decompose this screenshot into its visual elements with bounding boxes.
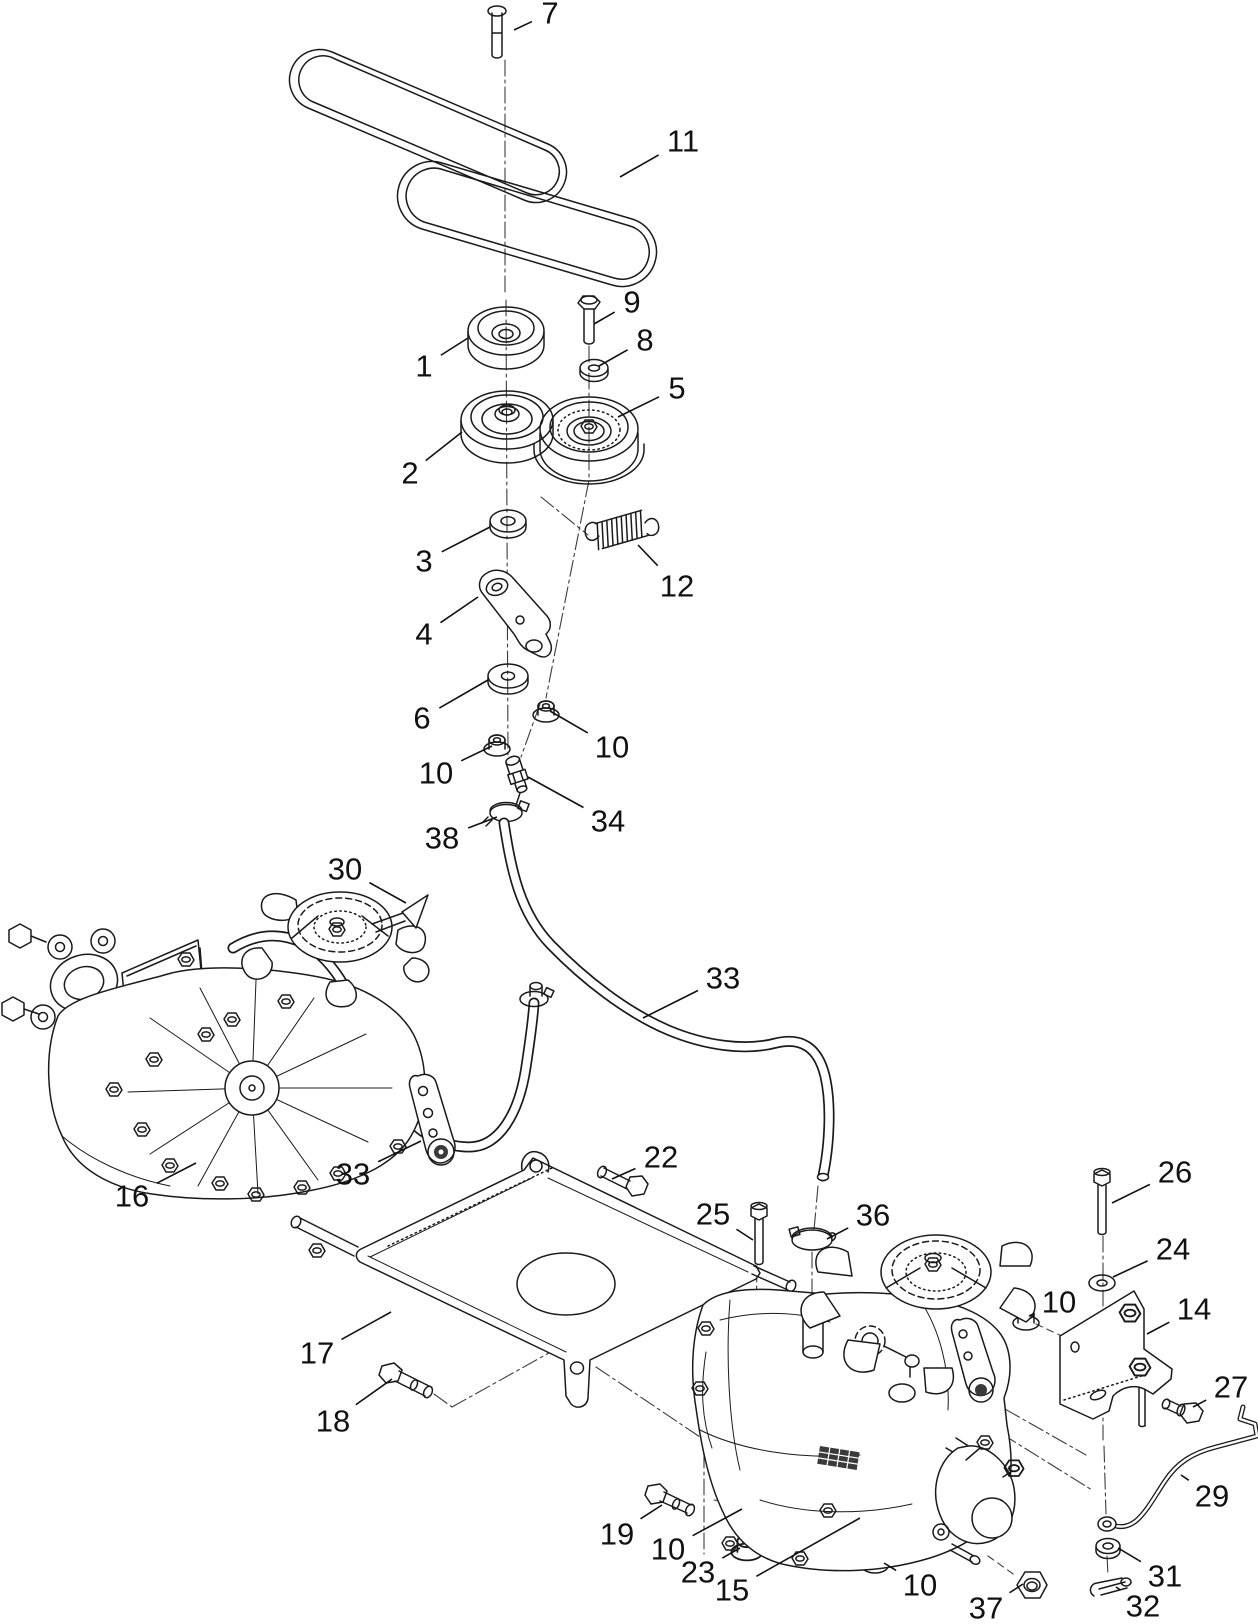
bolt-26 (1094, 1169, 1110, 1235)
washer-24 (1089, 1275, 1115, 1291)
callout-leader-18 (356, 1379, 392, 1405)
callout-label-23: 23 (680, 1554, 716, 1590)
bolt-22 (596, 1165, 648, 1196)
callout-label-33: 33 (335, 1156, 371, 1192)
callout-leader-1 (441, 338, 468, 355)
callout-label-30: 30 (327, 851, 363, 887)
idler-arm-4 (480, 570, 552, 657)
pulley-5 (534, 397, 644, 484)
callout-label-3: 3 (415, 543, 433, 579)
callout-label-7: 7 (541, 0, 559, 31)
callout-leader-32 (1116, 1587, 1120, 1590)
callout-label-10: 10 (902, 1567, 938, 1603)
callout-label-31: 31 (1147, 1558, 1183, 1594)
rod-29 (1098, 1407, 1257, 1531)
callout-leader-30 (369, 883, 406, 903)
callout-label-26: 26 (1157, 1154, 1193, 1190)
callout-label-27: 27 (1213, 1369, 1249, 1405)
callout-leader-26 (1112, 1184, 1150, 1203)
callout-label-10: 10 (418, 755, 454, 791)
callout-leader-9 (594, 312, 615, 324)
callout-label-10: 10 (594, 729, 630, 765)
callout-label-36: 36 (855, 1197, 891, 1233)
callout-leader-19 (641, 1505, 662, 1519)
bolt-18 (379, 1363, 434, 1399)
callout-label-38: 38 (424, 820, 460, 856)
callout-label-10: 10 (1041, 1284, 1077, 1320)
fitting-34 (501, 754, 535, 806)
callout-label-15: 15 (714, 1572, 750, 1608)
callout-leader-38 (468, 817, 497, 828)
callout-label-10: 10 (650, 1531, 686, 1567)
callout-leader-17 (341, 1312, 391, 1339)
callout-leader-10 (550, 711, 588, 733)
callout-leader-8 (599, 350, 628, 366)
bracket-14 (1060, 1291, 1172, 1427)
callout-label-11: 11 (666, 123, 700, 159)
bolt-25 (751, 1203, 767, 1265)
machine-line-art (2, 6, 1257, 1598)
callout-label-33: 33 (705, 960, 741, 996)
callout-label-19: 19 (599, 1516, 635, 1552)
callout-label-8: 8 (636, 322, 654, 358)
callout-leader-29 (1181, 1475, 1189, 1480)
callout-label-29: 29 (1194, 1478, 1230, 1514)
drive-belt (290, 50, 657, 287)
callout-label-32: 32 (1125, 1588, 1161, 1624)
callout-leader-34 (528, 777, 583, 808)
transaxle-pulley (881, 1235, 991, 1309)
washer-31 (1096, 1539, 1120, 1559)
callout-leader-24 (1113, 1261, 1148, 1277)
callout-label-17: 17 (299, 1335, 335, 1371)
bolt-7 (488, 6, 506, 58)
callout-leader-33 (643, 991, 698, 1018)
bolt-9 (578, 296, 600, 344)
callout-leader-14 (1147, 1322, 1169, 1334)
callout-label-25: 25 (695, 1196, 731, 1232)
callout-label-37: 37 (968, 1590, 1004, 1624)
callout-label-34: 34 (590, 803, 626, 839)
callout-label-9: 9 (623, 284, 641, 320)
callout-label-4: 4 (415, 616, 433, 652)
flange-nut-10-b (484, 735, 510, 756)
callout-label-2: 2 (401, 455, 419, 491)
spring-12 (583, 505, 661, 553)
callout-label-6: 6 (413, 700, 431, 736)
callout-label-18: 18 (315, 1403, 351, 1439)
callout-leader-4 (440, 597, 478, 623)
callout-leader-6 (439, 680, 488, 708)
washer-3 (490, 510, 526, 538)
callout-leader-12 (638, 545, 658, 566)
callout-label-16: 16 (114, 1178, 150, 1214)
hose-33-upper (504, 823, 829, 1181)
callout-label-1: 1 (415, 348, 433, 384)
callout-label-24: 24 (1155, 1231, 1191, 1267)
bolt-19 (645, 1484, 696, 1517)
pulley-2 (461, 391, 553, 463)
callout-label-22: 22 (643, 1139, 679, 1175)
callout-leader-3 (442, 527, 490, 552)
callout-label-5: 5 (668, 370, 686, 406)
left-transaxle-16 (2, 892, 455, 1201)
callout-label-14: 14 (1176, 1291, 1212, 1327)
callout-leader-7 (514, 22, 532, 30)
transaxle-pulley (288, 892, 392, 962)
bolt-27 (1161, 1398, 1203, 1423)
callout-label-12: 12 (659, 568, 695, 604)
callout-leader-31 (1118, 1548, 1141, 1562)
callout-leader-25 (736, 1229, 753, 1240)
callout-leader-11 (620, 155, 659, 177)
callout-leader-2 (426, 432, 462, 461)
